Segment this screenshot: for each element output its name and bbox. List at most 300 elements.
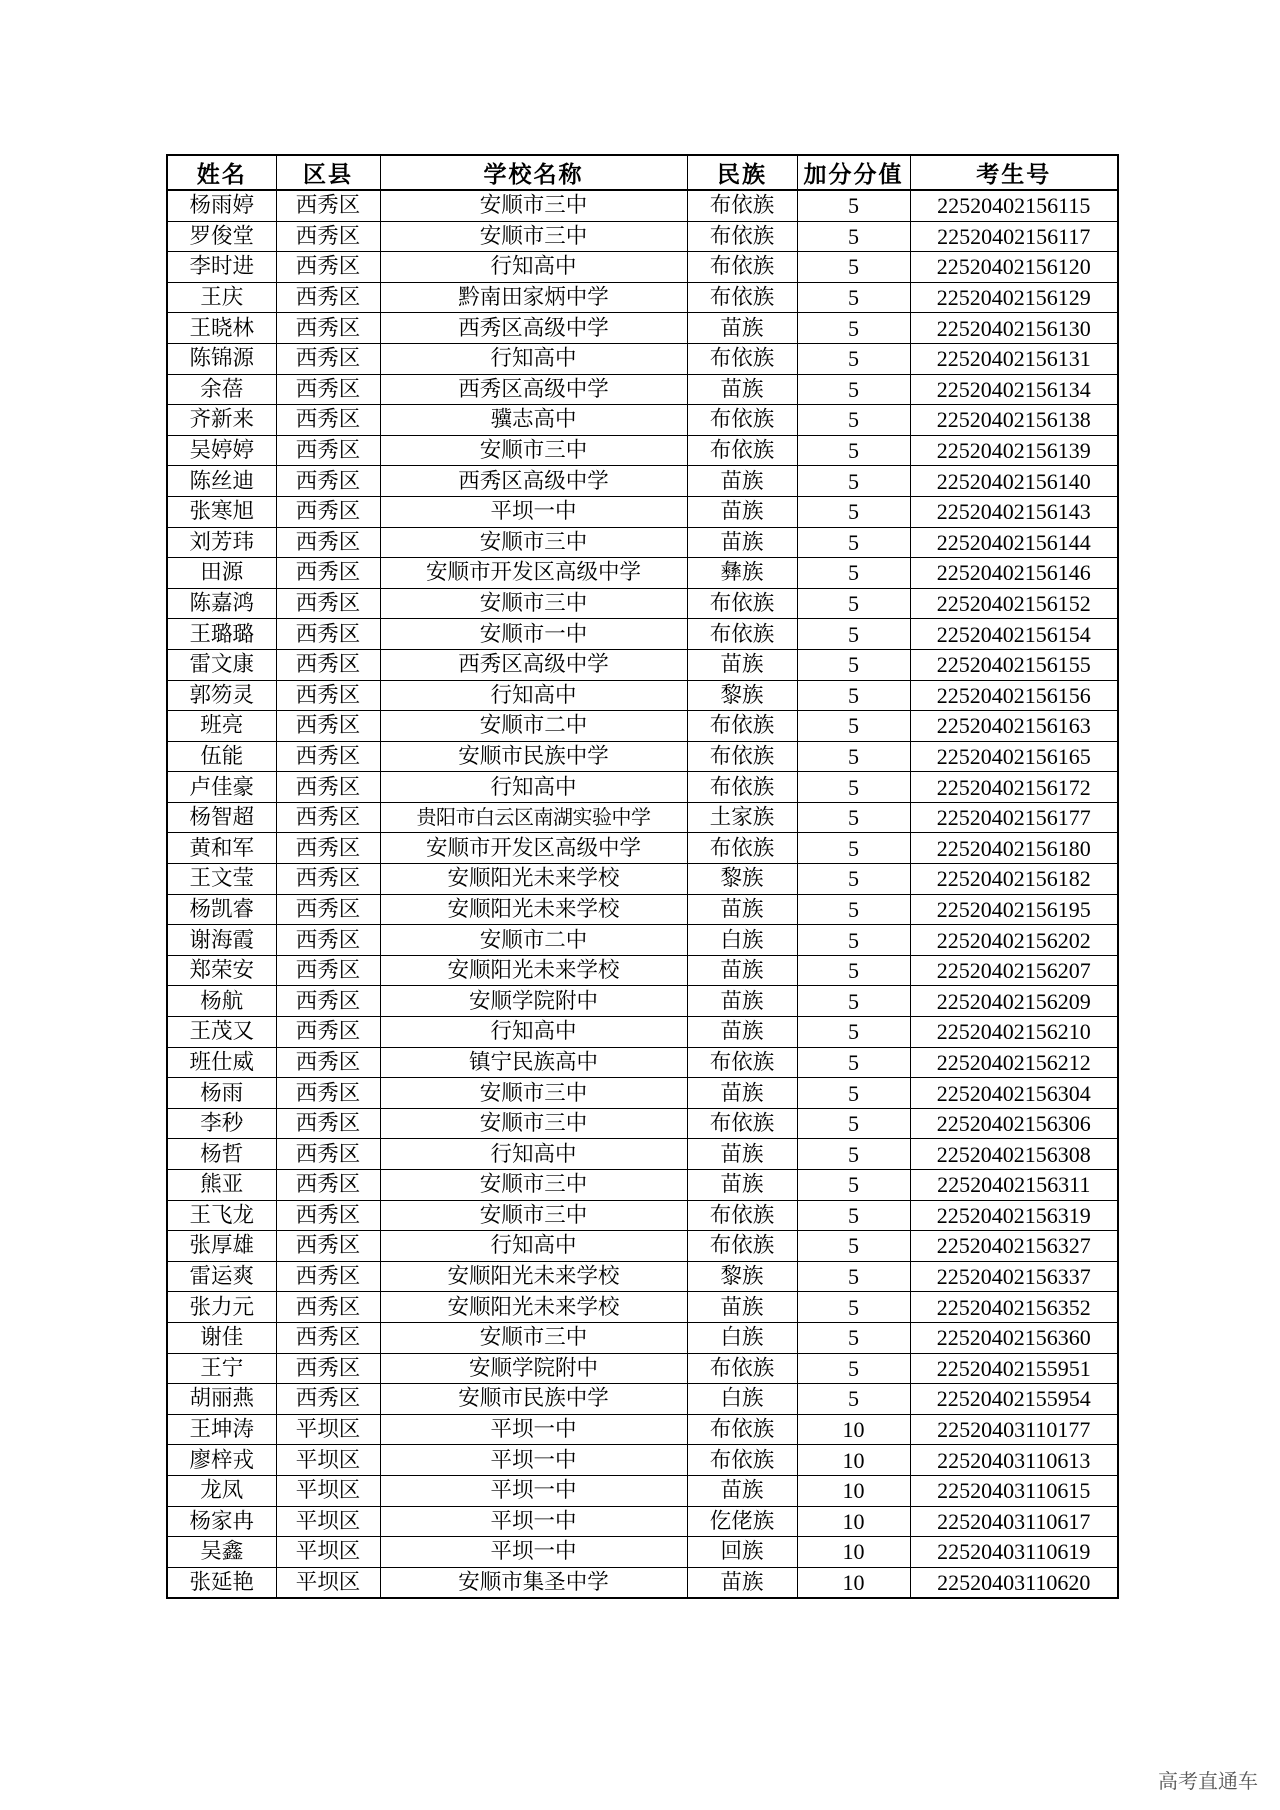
table-row <box>167 1292 1118 1323</box>
cell-exam-number: 22520402156134 <box>910 374 1118 405</box>
cell-district: 西秀区 <box>276 558 380 589</box>
cell-name: 黄和军 <box>167 833 276 864</box>
cell-school: 安顺市开发区高级中学 <box>380 833 687 864</box>
cell-exam-number: 22520402156308 <box>910 1139 1118 1170</box>
cell-exam-number: 22520402156115 <box>910 190 1118 221</box>
cell-school: 安顺市民族中学 <box>380 741 687 772</box>
cell-ethnicity: 仡佬族 <box>687 1506 797 1537</box>
cell-district: 平坝区 <box>276 1475 380 1506</box>
table-row <box>167 313 1118 344</box>
cell-exam-number: 22520402156306 <box>910 1108 1118 1139</box>
cell-bonus-score: 5 <box>797 343 910 374</box>
cell-exam-number: 22520402156172 <box>910 772 1118 803</box>
cell-exam-number: 22520403110620 <box>910 1567 1118 1598</box>
cell-name: 张寒旭 <box>167 496 276 527</box>
cell-exam-number: 22520403110615 <box>910 1475 1118 1506</box>
cell-district: 西秀区 <box>276 986 380 1017</box>
cell-district: 西秀区 <box>276 649 380 680</box>
cell-exam-number: 22520402156155 <box>910 649 1118 680</box>
cell-exam-number: 22520403110617 <box>910 1506 1118 1537</box>
cell-bonus-score: 5 <box>797 282 910 313</box>
header-bonus-score: 加分分值 <box>797 155 910 190</box>
header-exam-number: 考生号 <box>910 155 1118 190</box>
cell-ethnicity: 布依族 <box>687 1108 797 1139</box>
cell-district: 西秀区 <box>276 435 380 466</box>
cell-bonus-score: 5 <box>797 374 910 405</box>
cell-ethnicity: 苗族 <box>687 466 797 497</box>
cell-exam-number: 22520402156209 <box>910 986 1118 1017</box>
cell-school: 安顺市三中 <box>380 527 687 558</box>
cell-district: 西秀区 <box>276 190 380 221</box>
cell-name: 陈嘉鸿 <box>167 588 276 619</box>
table-row <box>167 711 1118 742</box>
cell-school: 安顺市三中 <box>380 1322 687 1353</box>
cell-name: 胡丽燕 <box>167 1384 276 1415</box>
cell-name: 王晓林 <box>167 313 276 344</box>
cell-exam-number: 22520402156131 <box>910 343 1118 374</box>
cell-ethnicity: 白族 <box>687 925 797 956</box>
cell-name: 王文莹 <box>167 864 276 895</box>
cell-school: 安顺市三中 <box>380 435 687 466</box>
cell-ethnicity: 土家族 <box>687 802 797 833</box>
cell-school: 行知高中 <box>380 1017 687 1048</box>
table-row <box>167 1353 1118 1384</box>
cell-school: 安顺市三中 <box>380 1078 687 1109</box>
cell-ethnicity: 苗族 <box>687 1475 797 1506</box>
cell-bonus-score: 5 <box>797 466 910 497</box>
cell-district: 西秀区 <box>276 894 380 925</box>
cell-school: 行知高中 <box>380 1139 687 1170</box>
cell-exam-number: 22520402156138 <box>910 405 1118 436</box>
cell-district: 西秀区 <box>276 802 380 833</box>
table-row <box>167 1567 1118 1598</box>
cell-school: 安顺市一中 <box>380 619 687 650</box>
cell-name: 班仕威 <box>167 1047 276 1078</box>
table-row <box>167 619 1118 650</box>
cell-name: 卢佳豪 <box>167 772 276 803</box>
cell-school: 安顺市二中 <box>380 711 687 742</box>
cell-exam-number: 22520402156140 <box>910 466 1118 497</box>
table-row <box>167 955 1118 986</box>
cell-name: 吴婷婷 <box>167 435 276 466</box>
table-row <box>167 435 1118 466</box>
cell-school: 安顺市三中 <box>380 221 687 252</box>
cell-district: 西秀区 <box>276 527 380 558</box>
cell-school: 安顺市二中 <box>380 925 687 956</box>
cell-district: 平坝区 <box>276 1537 380 1568</box>
cell-district: 西秀区 <box>276 1017 380 1048</box>
table-row <box>167 894 1118 925</box>
cell-district: 西秀区 <box>276 1292 380 1323</box>
cell-school: 安顺学院附中 <box>380 986 687 1017</box>
cell-school: 行知高中 <box>380 252 687 283</box>
table-row <box>167 1231 1118 1262</box>
table-row <box>167 496 1118 527</box>
cell-school: 安顺阳光未来学校 <box>380 864 687 895</box>
cell-school: 行知高中 <box>380 343 687 374</box>
header-school: 学校名称 <box>380 155 687 190</box>
cell-ethnicity: 布依族 <box>687 221 797 252</box>
cell-name: 齐新来 <box>167 405 276 436</box>
cell-name: 李秒 <box>167 1108 276 1139</box>
cell-name: 熊亚 <box>167 1170 276 1201</box>
cell-school: 安顺阳光未来学校 <box>380 894 687 925</box>
cell-bonus-score: 5 <box>797 1261 910 1292</box>
cell-school: 安顺市三中 <box>380 1108 687 1139</box>
cell-exam-number: 22520402156120 <box>910 252 1118 283</box>
cell-ethnicity: 布依族 <box>687 405 797 436</box>
cell-name: 陈锦源 <box>167 343 276 374</box>
cell-name: 杨航 <box>167 986 276 1017</box>
cell-exam-number: 22520402156311 <box>910 1170 1118 1201</box>
cell-bonus-score: 5 <box>797 221 910 252</box>
cell-bonus-score: 5 <box>797 1017 910 1048</box>
cell-bonus-score: 5 <box>797 986 910 1017</box>
cell-district: 西秀区 <box>276 1139 380 1170</box>
table-row <box>167 1078 1118 1109</box>
cell-bonus-score: 5 <box>797 619 910 650</box>
cell-name: 张力元 <box>167 1292 276 1323</box>
cell-bonus-score: 5 <box>797 680 910 711</box>
cell-bonus-score: 5 <box>797 588 910 619</box>
cell-school: 安顺市三中 <box>380 190 687 221</box>
cell-bonus-score: 10 <box>797 1475 910 1506</box>
cell-name: 张延艳 <box>167 1567 276 1598</box>
cell-ethnicity: 苗族 <box>687 1170 797 1201</box>
cell-exam-number: 22520402156182 <box>910 864 1118 895</box>
table-row <box>167 1322 1118 1353</box>
cell-district: 西秀区 <box>276 1353 380 1384</box>
cell-ethnicity: 布依族 <box>687 1414 797 1445</box>
cell-district: 西秀区 <box>276 1078 380 1109</box>
cell-exam-number: 22520403110613 <box>910 1445 1118 1476</box>
cell-exam-number: 22520402156352 <box>910 1292 1118 1323</box>
cell-exam-number: 22520402156144 <box>910 527 1118 558</box>
header-name: 姓名 <box>167 155 276 190</box>
table-row <box>167 588 1118 619</box>
table-row <box>167 833 1118 864</box>
cell-district: 西秀区 <box>276 1384 380 1415</box>
table-row <box>167 680 1118 711</box>
cell-exam-number: 22520402156129 <box>910 282 1118 313</box>
cell-name: 李时进 <box>167 252 276 283</box>
cell-school: 平坝一中 <box>380 1537 687 1568</box>
cell-ethnicity: 布依族 <box>687 772 797 803</box>
cell-bonus-score: 5 <box>797 496 910 527</box>
cell-name: 杨凯睿 <box>167 894 276 925</box>
cell-ethnicity: 苗族 <box>687 1292 797 1323</box>
cell-exam-number: 22520403110177 <box>910 1414 1118 1445</box>
cell-bonus-score: 5 <box>797 894 910 925</box>
cell-exam-number: 22520402156146 <box>910 558 1118 589</box>
cell-bonus-score: 5 <box>797 1200 910 1231</box>
cell-name: 王宁 <box>167 1353 276 1384</box>
cell-name: 龙凤 <box>167 1475 276 1506</box>
cell-name: 班亮 <box>167 711 276 742</box>
cell-ethnicity: 苗族 <box>687 313 797 344</box>
cell-ethnicity: 彝族 <box>687 558 797 589</box>
cell-ethnicity: 布依族 <box>687 1445 797 1476</box>
cell-ethnicity: 布依族 <box>687 833 797 864</box>
cell-bonus-score: 5 <box>797 1108 910 1139</box>
cell-exam-number: 22520402156165 <box>910 741 1118 772</box>
cell-ethnicity: 苗族 <box>687 1078 797 1109</box>
cell-school: 安顺市三中 <box>380 1170 687 1201</box>
cell-district: 西秀区 <box>276 925 380 956</box>
cell-exam-number: 22520403110619 <box>910 1537 1118 1568</box>
cell-name: 杨哲 <box>167 1139 276 1170</box>
table-row <box>167 1108 1118 1139</box>
cell-school: 黔南田家炳中学 <box>380 282 687 313</box>
cell-ethnicity: 布依族 <box>687 343 797 374</box>
cell-exam-number: 22520402156180 <box>910 833 1118 864</box>
cell-name: 余蓓 <box>167 374 276 405</box>
cell-bonus-score: 5 <box>797 833 910 864</box>
header-ethnicity: 民族 <box>687 155 797 190</box>
cell-bonus-score: 5 <box>797 802 910 833</box>
table-row <box>167 1017 1118 1048</box>
cell-school: 平坝一中 <box>380 1414 687 1445</box>
cell-school: 西秀区高级中学 <box>380 649 687 680</box>
cell-district: 西秀区 <box>276 1047 380 1078</box>
cell-name: 王庆 <box>167 282 276 313</box>
watermark-text: 高考直通车 <box>1158 1769 1258 1793</box>
cell-exam-number: 22520402156337 <box>910 1261 1118 1292</box>
table-row <box>167 772 1118 803</box>
cell-ethnicity: 黎族 <box>687 680 797 711</box>
table-row <box>167 466 1118 497</box>
cell-exam-number: 22520402156319 <box>910 1200 1118 1231</box>
cell-name: 王茂又 <box>167 1017 276 1048</box>
cell-ethnicity: 苗族 <box>687 527 797 558</box>
cell-ethnicity: 布依族 <box>687 282 797 313</box>
cell-ethnicity: 苗族 <box>687 1017 797 1048</box>
cell-district: 西秀区 <box>276 466 380 497</box>
cell-ethnicity: 布依族 <box>687 1353 797 1384</box>
table-row <box>167 1139 1118 1170</box>
cell-exam-number: 22520402156207 <box>910 955 1118 986</box>
cell-district: 西秀区 <box>276 1200 380 1231</box>
cell-ethnicity: 苗族 <box>687 374 797 405</box>
cell-ethnicity: 布依族 <box>687 1231 797 1262</box>
cell-exam-number: 22520402156117 <box>910 221 1118 252</box>
cell-exam-number: 22520402156139 <box>910 435 1118 466</box>
table-row <box>167 527 1118 558</box>
table-row <box>167 221 1118 252</box>
cell-exam-number: 22520402156154 <box>910 619 1118 650</box>
table-row <box>167 1384 1118 1415</box>
cell-school: 平坝一中 <box>380 1445 687 1476</box>
cell-school: 平坝一中 <box>380 496 687 527</box>
cell-bonus-score: 5 <box>797 1231 910 1262</box>
table-row <box>167 282 1118 313</box>
cell-district: 西秀区 <box>276 711 380 742</box>
cell-ethnicity: 苗族 <box>687 986 797 1017</box>
cell-district: 西秀区 <box>276 772 380 803</box>
cell-exam-number: 22520402155951 <box>910 1353 1118 1384</box>
cell-bonus-score: 5 <box>797 925 910 956</box>
cell-name: 刘芳玮 <box>167 527 276 558</box>
cell-name: 谢佳 <box>167 1322 276 1353</box>
cell-name: 廖梓戎 <box>167 1445 276 1476</box>
cell-ethnicity: 布依族 <box>687 741 797 772</box>
table-row <box>167 1047 1118 1078</box>
cell-bonus-score: 5 <box>797 252 910 283</box>
cell-exam-number: 22520402156304 <box>910 1078 1118 1109</box>
cell-name: 王璐璐 <box>167 619 276 650</box>
cell-school: 骥志高中 <box>380 405 687 436</box>
cell-ethnicity: 苗族 <box>687 894 797 925</box>
table-row <box>167 802 1118 833</box>
cell-school: 安顺市民族中学 <box>380 1384 687 1415</box>
table-row <box>167 649 1118 680</box>
cell-bonus-score: 5 <box>797 405 910 436</box>
cell-district: 西秀区 <box>276 833 380 864</box>
cell-district: 平坝区 <box>276 1445 380 1476</box>
cell-ethnicity: 白族 <box>687 1384 797 1415</box>
cell-bonus-score: 10 <box>797 1537 910 1568</box>
cell-ethnicity: 回族 <box>687 1537 797 1568</box>
table-row <box>167 1506 1118 1537</box>
cell-district: 西秀区 <box>276 496 380 527</box>
cell-school: 安顺市三中 <box>380 1200 687 1231</box>
table-row <box>167 1414 1118 1445</box>
cell-school: 西秀区高级中学 <box>380 374 687 405</box>
cell-school: 安顺市集圣中学 <box>380 1567 687 1598</box>
cell-name: 雷文康 <box>167 649 276 680</box>
cell-exam-number: 22520402156177 <box>910 802 1118 833</box>
cell-school: 西秀区高级中学 <box>380 466 687 497</box>
cell-bonus-score: 5 <box>797 190 910 221</box>
cell-district: 西秀区 <box>276 252 380 283</box>
cell-district: 平坝区 <box>276 1414 380 1445</box>
table-row <box>167 1200 1118 1231</box>
cell-district: 西秀区 <box>276 1261 380 1292</box>
cell-exam-number: 22520402156210 <box>910 1017 1118 1048</box>
cell-exam-number: 22520402156130 <box>910 313 1118 344</box>
cell-district: 西秀区 <box>276 1231 380 1262</box>
table-row <box>167 741 1118 772</box>
cell-bonus-score: 5 <box>797 741 910 772</box>
table-row <box>167 343 1118 374</box>
header-district: 区县 <box>276 155 380 190</box>
cell-bonus-score: 5 <box>797 1292 910 1323</box>
cell-school: 西秀区高级中学 <box>380 313 687 344</box>
cell-name: 陈丝迪 <box>167 466 276 497</box>
cell-exam-number: 22520402156360 <box>910 1322 1118 1353</box>
cell-name: 罗俊堂 <box>167 221 276 252</box>
cell-school: 安顺市开发区高级中学 <box>380 558 687 589</box>
cell-bonus-score: 5 <box>797 864 910 895</box>
cell-district: 西秀区 <box>276 864 380 895</box>
cell-name: 郭笏灵 <box>167 680 276 711</box>
cell-bonus-score: 5 <box>797 1078 910 1109</box>
cell-exam-number: 22520402156152 <box>910 588 1118 619</box>
cell-ethnicity: 苗族 <box>687 649 797 680</box>
cell-name: 田源 <box>167 558 276 589</box>
table-row <box>167 864 1118 895</box>
cell-exam-number: 22520402156163 <box>910 711 1118 742</box>
cell-exam-number: 22520402156195 <box>910 894 1118 925</box>
cell-district: 平坝区 <box>276 1506 380 1537</box>
table-row <box>167 986 1118 1017</box>
cell-name: 雷运爽 <box>167 1261 276 1292</box>
cell-school: 行知高中 <box>380 680 687 711</box>
cell-ethnicity: 苗族 <box>687 496 797 527</box>
cell-ethnicity: 黎族 <box>687 1261 797 1292</box>
cell-name: 张厚雄 <box>167 1231 276 1262</box>
cell-exam-number: 22520402156202 <box>910 925 1118 956</box>
cell-school: 安顺学院附中 <box>380 1353 687 1384</box>
table-header-row <box>167 155 1118 190</box>
cell-ethnicity: 苗族 <box>687 1567 797 1598</box>
table-row <box>167 558 1118 589</box>
table-row <box>167 374 1118 405</box>
cell-bonus-score: 5 <box>797 435 910 466</box>
cell-ethnicity: 苗族 <box>687 955 797 986</box>
cell-name: 谢海霞 <box>167 925 276 956</box>
cell-district: 西秀区 <box>276 1322 380 1353</box>
cell-bonus-score: 10 <box>797 1414 910 1445</box>
cell-district: 西秀区 <box>276 221 380 252</box>
cell-name: 吴鑫 <box>167 1537 276 1568</box>
cell-name: 杨雨婷 <box>167 190 276 221</box>
cell-ethnicity: 布依族 <box>687 435 797 466</box>
cell-exam-number: 22520402156143 <box>910 496 1118 527</box>
bonus-points-table <box>166 154 1119 1599</box>
cell-bonus-score: 5 <box>797 1353 910 1384</box>
cell-district: 西秀区 <box>276 680 380 711</box>
cell-ethnicity: 白族 <box>687 1322 797 1353</box>
cell-name: 杨家冉 <box>167 1506 276 1537</box>
cell-bonus-score: 10 <box>797 1445 910 1476</box>
cell-bonus-score: 5 <box>797 711 910 742</box>
table-row <box>167 925 1118 956</box>
cell-district: 西秀区 <box>276 1108 380 1139</box>
cell-district: 西秀区 <box>276 343 380 374</box>
cell-name: 杨智超 <box>167 802 276 833</box>
cell-bonus-score: 5 <box>797 649 910 680</box>
cell-school: 贵阳市白云区南湖实验中学 <box>380 802 687 833</box>
cell-exam-number: 22520402156156 <box>910 680 1118 711</box>
cell-bonus-score: 5 <box>797 1170 910 1201</box>
cell-ethnicity: 黎族 <box>687 864 797 895</box>
cell-bonus-score: 10 <box>797 1506 910 1537</box>
cell-district: 西秀区 <box>276 313 380 344</box>
cell-school: 行知高中 <box>380 772 687 803</box>
cell-ethnicity: 布依族 <box>687 190 797 221</box>
cell-exam-number: 22520402155954 <box>910 1384 1118 1415</box>
cell-bonus-score: 5 <box>797 558 910 589</box>
cell-name: 伍能 <box>167 741 276 772</box>
cell-district: 西秀区 <box>276 1170 380 1201</box>
table-row <box>167 405 1118 436</box>
cell-district: 西秀区 <box>276 588 380 619</box>
cell-bonus-score: 5 <box>797 1322 910 1353</box>
cell-district: 西秀区 <box>276 619 380 650</box>
cell-district: 西秀区 <box>276 282 380 313</box>
table-row <box>167 252 1118 283</box>
cell-exam-number: 22520402156212 <box>910 1047 1118 1078</box>
cell-ethnicity: 布依族 <box>687 619 797 650</box>
cell-name: 郑荣安 <box>167 955 276 986</box>
cell-name: 王坤涛 <box>167 1414 276 1445</box>
cell-ethnicity: 布依族 <box>687 1047 797 1078</box>
cell-school: 安顺市三中 <box>380 588 687 619</box>
table-row <box>167 190 1118 221</box>
table-row <box>167 1445 1118 1476</box>
cell-school: 平坝一中 <box>380 1506 687 1537</box>
